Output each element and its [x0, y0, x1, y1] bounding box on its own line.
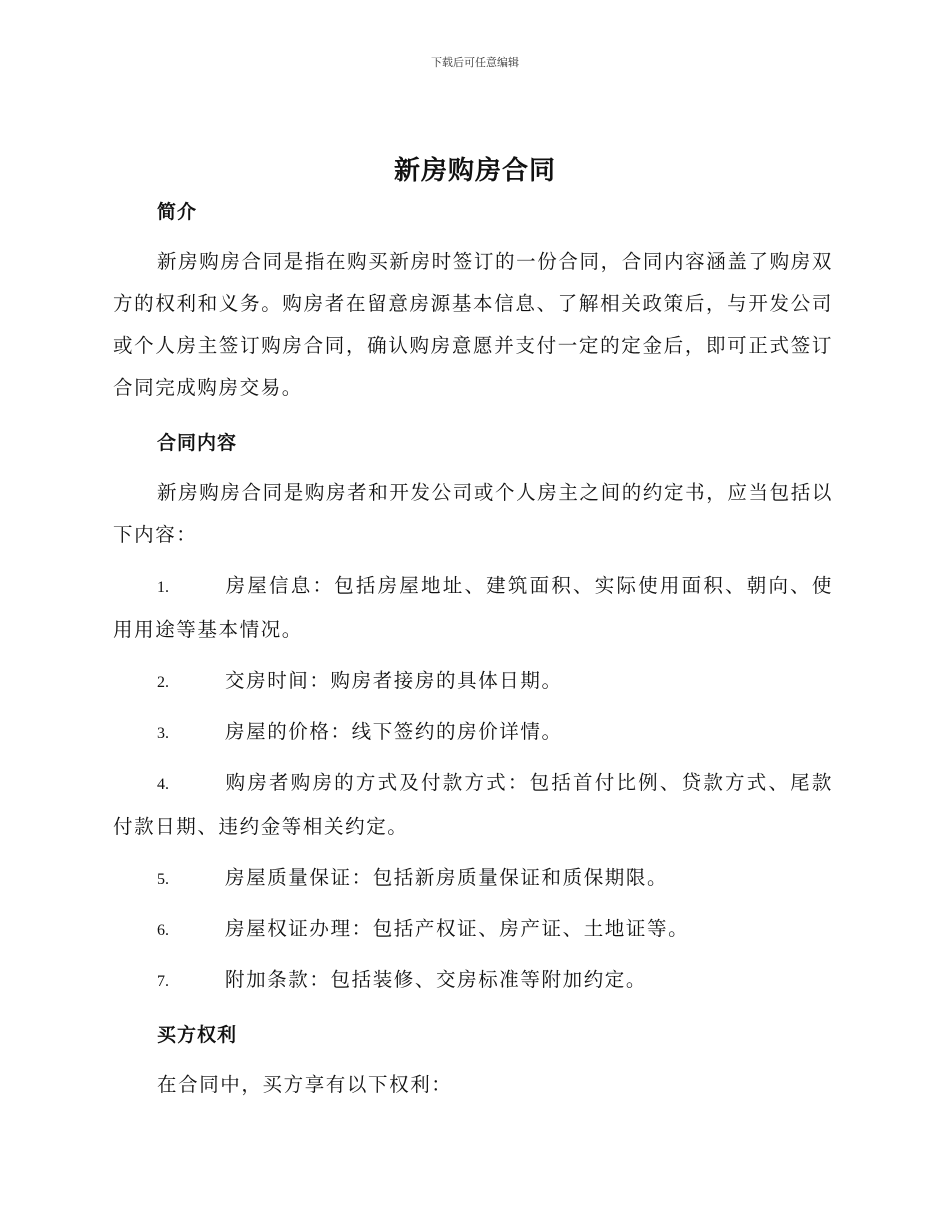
list-item [113, 908, 833, 952]
list-item-number: 5. [157, 871, 169, 888]
list-item-text: 房屋信息：包括房屋地址、建筑面积、实际使用面积、朝向、使用用途等基本情况。 [113, 574, 833, 641]
intro-paragraph: 新房购房合同是指在购买新房时签订的一份合同，合同内容涵盖了购房双方的权利和义务。购房者在留意房源基本信息、了解相关政策后，与开发公司或个人房主签订购房合同，确认购房意愿并支付一定的定金后，即可正式签订合同完成购房交易。 [113, 250, 833, 399]
list-item [113, 660, 833, 704]
list-item-text: 房屋的价格：线下签约的房价详情。 [225, 720, 563, 743]
list-item-text: 房屋权证办理：包括产权证、房产证、土地证等。 [225, 917, 690, 940]
list-item-number: 4. [157, 776, 169, 793]
list-item-text: 交房时间：购房者接房的具体日期。 [225, 669, 563, 692]
list-item-number: 1. [157, 579, 169, 596]
list-item-text: 附加条款：包括装修、交房标准等附加约定。 [225, 968, 648, 991]
contract-content-paragraph: 新房购房合同是购房者和开发公司或个人房主之间的约定书，应当包括以下内容： [113, 481, 833, 546]
list-item [113, 857, 833, 901]
section-heading-intro: 简介 [157, 201, 198, 223]
section-heading-contract-content: 合同内容 [157, 432, 238, 454]
section-heading-buyer-rights: 买方权利 [157, 1024, 238, 1046]
list-item-number: 2. [157, 674, 169, 691]
list-item-text: 购房者购房的方式及付款方式：包括首付比例、贷款方式、尾款付款日期、违约金等相关约定。 [113, 771, 833, 838]
list-item [113, 565, 833, 651]
buyer-rights-paragraph: 在合同中，买方享有以下权利： [157, 1073, 453, 1096]
list-item [113, 711, 833, 755]
list-item [113, 762, 833, 848]
list-item-number: 6. [157, 922, 169, 939]
document-title: 新房购房合同 [393, 156, 556, 186]
list-item [113, 959, 833, 1003]
list-item-number: 7. [157, 973, 169, 990]
list-item-text: 房屋质量保证：包括新房质量保证和质保期限。 [225, 866, 669, 889]
header-note: 下载后可任意编辑 [431, 56, 519, 69]
list-item-number: 3. [157, 725, 169, 742]
